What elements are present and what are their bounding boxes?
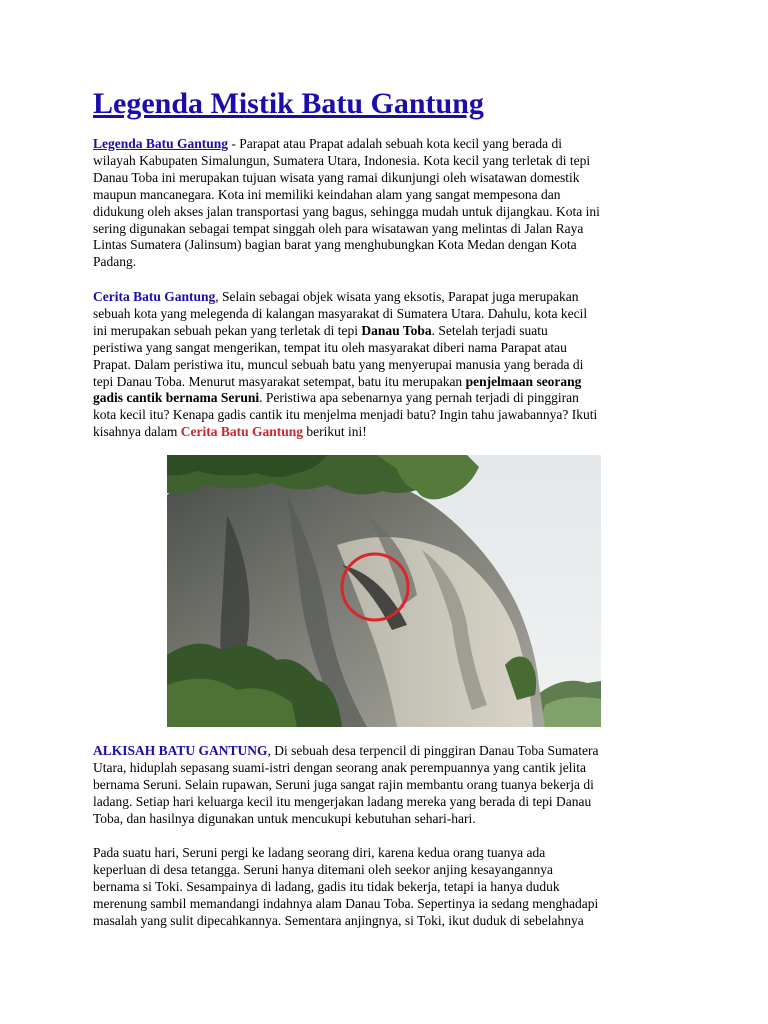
article-title[interactable]: Legenda Mistik Batu Gantung xyxy=(93,87,484,120)
seruni-bold: gadis cantik bernama Seruni xyxy=(93,390,260,406)
alkisah-lead: ALKISAH BATU GANTUNG xyxy=(93,743,268,758)
story-paragraph: Pada suatu hari, Seruni pergi ke ladang seorang diri, karena kedua orang tuanya ada keperluan di desa tetangga. Seruni hanya ditemani oleh seekor anjing kesayangannya bernama si Toki. Sesampainya di ladang, gadis itu tidak bekerja, tetapi ia hanya duduk merenung sambil memandangi indahnya alam Danau Toba. Sepertinya ia sedang menghadapi masalah yang sulit dipecahkannya. Sementara anjingnya, si Toki, ikut duduk di sebelahnya xyxy=(93,845,599,928)
story-intro-paragraph: Cerita Batu Gantung, Selain sebagai objek wisata yang eksotis, Parapat juga merupakan sebuah kota yang melegenda di kalangan masyarakat di Sumatera Utara. Dahulu, kota kecil ini merupakan sebuah pekan yang terletak di tepi Danau Toba. Setelah terjadi suatu peristiwa yang sangat mengerikan, tempat itu oleh masyarakat diberi nama Parapat atau Prapat. Dalam peristiwa itu, muncul sebuah batu yang menyerupai manusia yang berada di tepi Danau Toba. Menurut masyarakat setempat, batu itu merupakan penjelmaan seorang gadis cantik bernama Seruni. Peristiwa apa sebenarnya yang pernah terjadi di pinggiran kota kecil itu? Kenapa gadis cantik itu menjelma menjadi batu? Ingin tahu jawabannya? Ikuti kisahnya dalam Cerita Batu Gantung berikut ini! xyxy=(93,289,598,440)
intro-paragraph: Legenda Batu Gantung - Parapat atau Prapat adalah sebuah kota kecil yang berada di wilayah Kabupaten Simalungun, Sumatera Utara, Indonesia. Kota kecil yang terletak di tepi Danau Toba ini merupakan tujuan wisata yang ramai dikunjungi oleh wisatawan domestik maupun mancanegara. Kota ini memiliki keindahan alam yang sangat mempesona dan didukung oleh akses jalan transportasi yang bagus, sehingga mudah untuk dijangkau. Kota ini sering digunakan sebagai tempat singgah oleh para wisatawan yang melintas di Jalan Raya Lintas Sumatera (Jalinsum) bagian barat yang menghubungkan Kota Medan dengan Kota Padang. xyxy=(93,136,600,270)
legenda-batu-gantung-link[interactable]: Legenda Batu Gantung xyxy=(93,136,229,151)
alkisah-paragraph: ALKISAH BATU GANTUNG, Di sebuah desa terpencil di pinggiran Danau Toba Sumatera Utara, hiduplah sepasang suami-istri dengan seorang anak perempuannya yang cantik jelita bernama Seruni. Selain rupawan, Seruni juga sangat rajin membantu orang tuanya bekerja di ladang. Setiap hari keluarga kecil itu mengerjakan ladang mereka yang berada di tepi Danau Toba, dan hasilnya digunakan untuk mencukupi kebutuhan sehari-hari. xyxy=(93,743,599,826)
cerita-batu-gantung-red: Cerita Batu Gantung xyxy=(180,424,303,440)
batu-gantung-photo xyxy=(167,455,601,727)
danau-toba-bold: Danau Toba xyxy=(361,322,432,338)
cerita-batu-gantung-lead: Cerita Batu Gantung xyxy=(93,289,216,304)
